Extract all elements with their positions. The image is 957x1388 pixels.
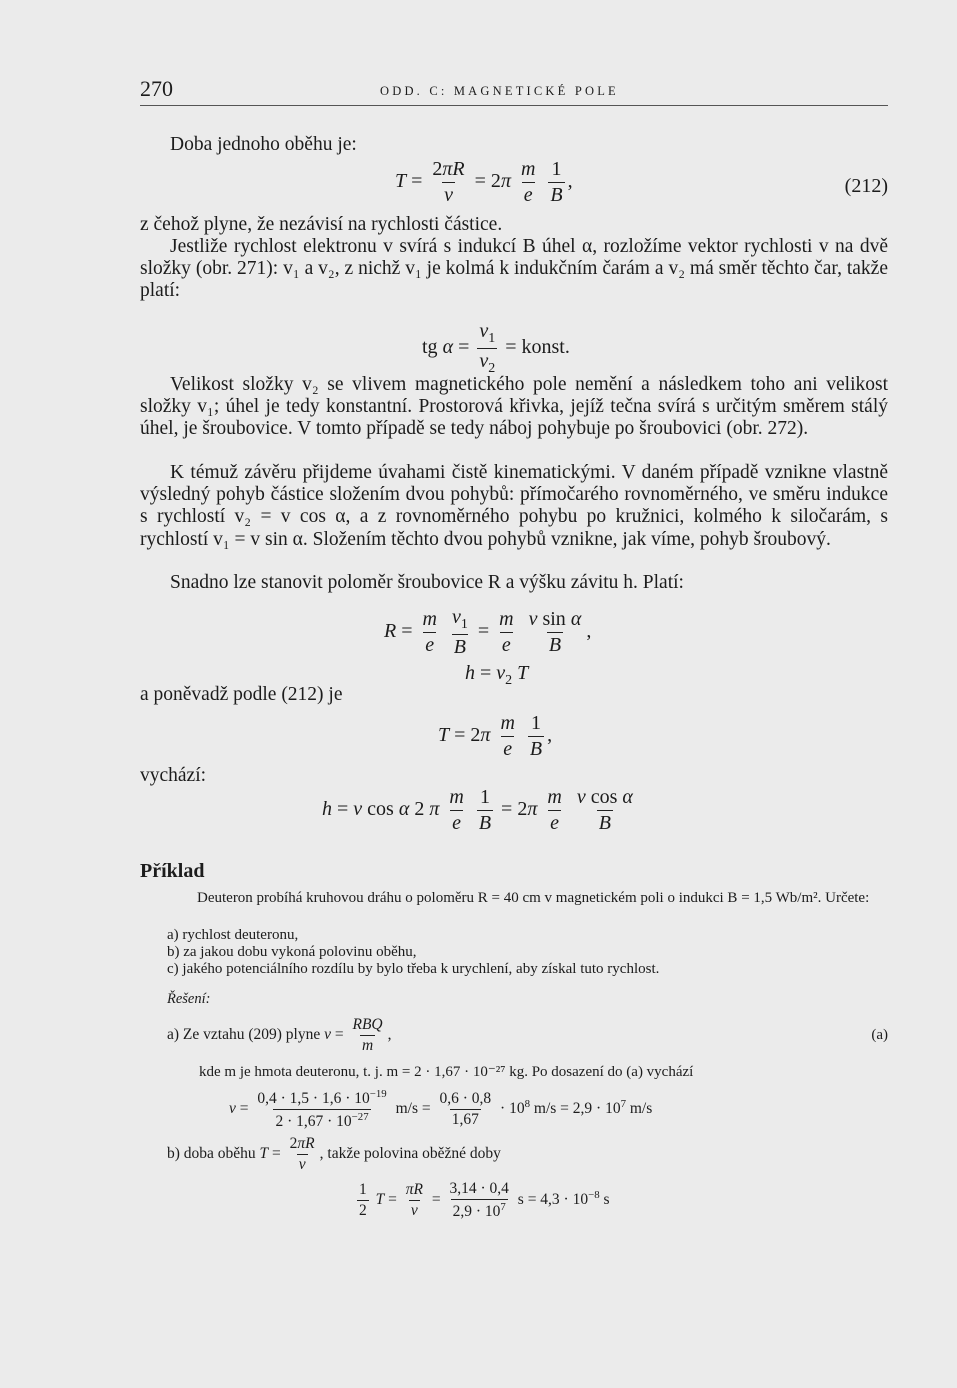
example-heading: Příklad (140, 860, 205, 882)
solution-a-where: kde m je hmota deuteronu, t. j. m = 2 · 1,67 · 10⁻²⁷ kg. Po dosazení do (a) vychází (199, 1064, 694, 1080)
equation-212-label: (212) (844, 175, 888, 197)
running-head: ODD. C: MAGNETICKÉ POLE (380, 84, 619, 98)
equation-radius: R = $\frac{m}{e}$ $\frac{v_1}{B}$ = $\frac{m}{e}$ $\frac{\text{v sin α}}{B}$ , (384, 606, 592, 658)
equation-half-period: $\frac{1}{2}$ T = $\frac{\pi R}{v}$ = $\frac{3,14 \cdot 0,4}{2,9 \cdot 10^7}$ $s = 4,3 \cdot 10^{-8}$ s (359, 1180, 610, 1221)
konst-text: konst. (521, 336, 570, 359)
example-item-b: b) za jakou dobu vykoná polovinu oběhu, (167, 944, 417, 960)
solution-label: Řešení: (167, 991, 211, 1007)
paragraph-6: Snadno lze stanovit poloměr šroubovice R a výšku závitu h. Platí: (170, 572, 684, 593)
solution-b-intro: b) doba oběhu (167, 1145, 256, 1163)
solution-a-line: a) Ze vztahu (209) plyne v = $\frac{\text{RBQ}}{m}$ , (167, 1016, 392, 1054)
equation-212: T = $\frac{2\pi R}{v}$ = 2π $\frac{m}{e}$ $\frac{1}{B}$ , (395, 158, 573, 206)
paragraph-2: z čehož plyne, že nezávisí na rychlosti částice. (140, 214, 503, 235)
equation-tg-alpha: tg α = $\frac{v_1}{v_2}$ = konst. (422, 320, 570, 376)
example-task: Deuteron probíhá kruhovou dráhu o poloměru R = 40 cm v magnetickém poli o indukci B = 1,5 Wb/m². Určete: (197, 890, 870, 906)
page-number: 270 (140, 76, 173, 101)
paragraph-3: Jestliže rychlost elektronu v svírá s indukcí B úhel α, rozložíme vektor rychlosti v na dvě složky (obr. 271): v₁ a v₂, z nichž v₁ je kolmá k indukčním čarám a v₂ má směr těchto čar, takže platí: (140, 236, 888, 302)
equation-h-final: h = v cos α 2 π $\frac{m}{e}$ $\frac{1}{B}$ = 2π $\frac{m}{e}$ $\frac{\text{v cos α}}{B}$ (322, 786, 633, 834)
equation-h: $h = v_2$ T (465, 662, 529, 688)
paragraph-5: K témuž závěru přijdeme úvahami čistě kinematickými. V daném případě vznikne vlastně výsledný pohyb částice složením dvou pohybů: přímočarého rovnoměrného, ve směru indukce s rychlostí v₂ = v cos α, a z rovnoměrného pohybu po kružnici, kolmého k siločarám, s rychlostí v₁ = v sin α. Složením těchto dvou pohybů vznikne, jak víme, pohyb šroubový. (140, 462, 888, 550)
solution-b-line: b) doba oběhu T = $\frac{2\pi R}{v}$ , takže polovina oběžné doby (167, 1135, 501, 1173)
example-item-a: a) rychlost deuteronu, (167, 927, 299, 943)
paragraph-8: vychází: (140, 765, 207, 786)
paragraph-1: Doba jednoho oběhu je: (170, 134, 357, 155)
solution-a-intro: a) Ze vztahu (209) plyne (167, 1026, 321, 1044)
equation-period: T = 2π $\frac{m}{e}$ $\frac{1}{B}$ , (438, 712, 553, 760)
paragraph-4: Velikost složky v₂ se vlivem magnetického pole nemění a následkem toho ani velikost složky v₁; úhel je tedy konstantní. Prostorová křivka, jejíž tečna svírá s určitým směrem stálý úhel, je šroubovice. V tomto případě se tedy náboj pohybuje po šroubovici (obr. 272). (140, 374, 888, 440)
solution-a-label: (a) (871, 1027, 888, 1043)
example-item-c: c) jakého potenciálního rozdílu by bylo třeba k urychlení, aby získal tuto rychlost. (167, 961, 660, 977)
equation-velocity: v = $\frac{0,4 \cdot 1,5 \cdot 1,6 \cdot 10^{-19}}{2 \cdot 1,67 \cdot 10^{-27}}$ m/s = $\frac{0,6 \cdot 0,8}{1,67}$ · $10^8$ $m/s = 2,9 \cdot 10^7$ m/s (229, 1088, 653, 1131)
header-rule (140, 105, 888, 106)
solution-b-tail: , takže polovina oběžné doby (319, 1145, 501, 1163)
paragraph-7: a poněvadž podle (212) je (140, 684, 343, 705)
